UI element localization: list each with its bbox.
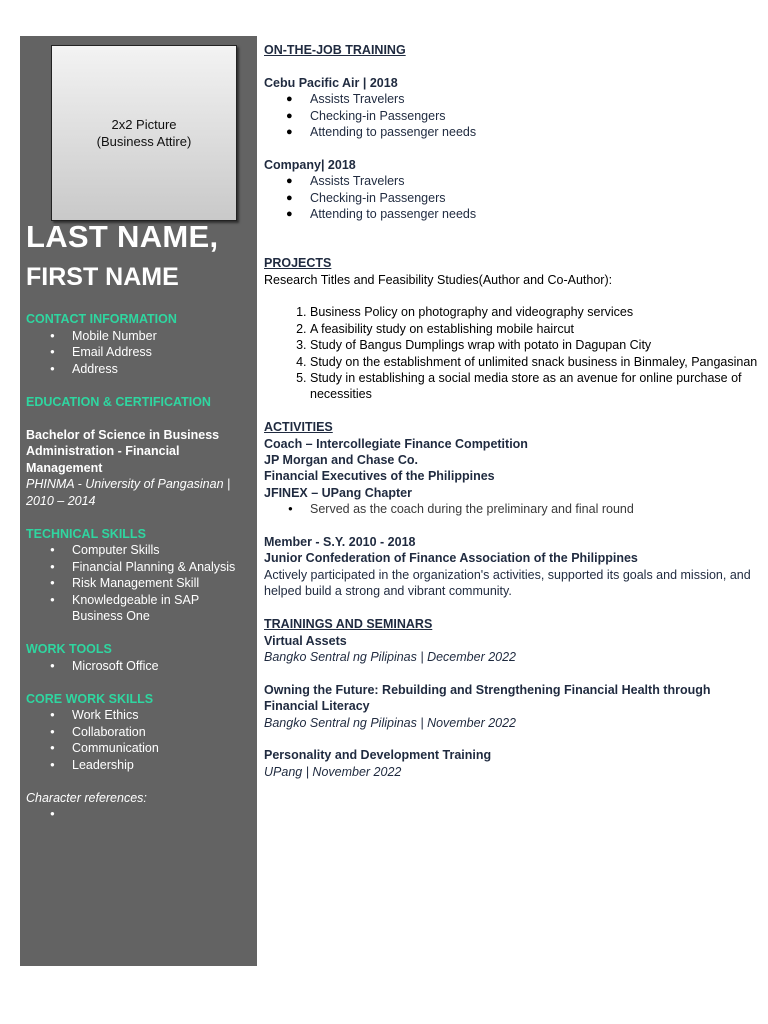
contact-list xyxy=(26,328,252,378)
activity-bullet: ● Served as the coach during the preliminary and final round xyxy=(310,501,764,517)
contact-heading: CONTACT INFORMATION xyxy=(26,312,177,326)
ojt-item: ● Checking-in Passengers xyxy=(310,190,764,206)
activity-org: Junior Confederation of Finance Association of the Philippines xyxy=(264,551,638,566)
ojt-entry-title: Company| 2018 xyxy=(264,157,356,172)
ojt-item: ● Attending to passenger needs xyxy=(310,124,764,140)
tools-heading: WORK TOOLS xyxy=(26,642,112,656)
training-title: Owning the Future: Rebuilding and Strengthening Financial Health through Financial Literacy xyxy=(264,682,711,714)
ojt-item: ● Checking-in Passengers xyxy=(310,108,764,124)
core-heading: CORE WORK SKILLS xyxy=(26,691,154,706)
core-list xyxy=(26,707,252,773)
references-item xyxy=(72,806,252,823)
tools-item: ● Microsoft Office xyxy=(72,658,252,675)
technical-heading: TECHNICAL SKILLS xyxy=(26,526,146,541)
core-item: ● Communication xyxy=(72,740,252,757)
first-name: FIRST NAME xyxy=(26,263,179,291)
technical-item: ● Financial Planning & Analysis xyxy=(72,559,252,576)
project-item: 2. A feasibility study on establishing mobile haircut xyxy=(310,321,764,337)
education-heading: EDUCATION & CERTIFICATION xyxy=(26,394,211,409)
project-item: 3. Study of Bangus Dumplings wrap with potato in Dagupan City xyxy=(310,337,764,353)
training-detail: UPang | November 2022 xyxy=(264,764,402,779)
photo-label-line2: (Business Attire) xyxy=(96,134,192,149)
project-item: 1. Business Policy on photography and videography services xyxy=(310,304,764,320)
training-title: Virtual Assets xyxy=(264,633,347,648)
projects-heading: PROJECTS xyxy=(264,256,332,271)
ojt-item: ● Assists Travelers xyxy=(310,91,764,107)
technical-item: ● Risk Management Skill xyxy=(72,575,252,592)
activities-heading: ACTIVITIES xyxy=(264,420,333,435)
activity-member: Member - S.Y. 2010 - 2018 xyxy=(264,535,416,550)
references-list xyxy=(26,806,252,823)
training-detail: Bangko Sentral ng Pilipinas | December 2022 xyxy=(264,649,517,664)
training-detail: Bangko Sentral ng Pilipinas | November 2022 xyxy=(264,715,517,730)
ojt-item: ● Attending to passenger needs xyxy=(310,206,764,222)
sidebar-content xyxy=(26,311,252,823)
references-label: Character references: xyxy=(26,790,147,805)
activity-line: JP Morgan and Chase Co. xyxy=(264,453,418,468)
projects-list xyxy=(264,304,764,402)
activity-desc: Actively participated in the organization's activities, supported its goals and mission, and helped build a strong and vibrant community. xyxy=(264,567,751,599)
activity-line: JFINEX – UPang Chapter xyxy=(264,485,412,500)
ojt-entry-title: Cebu Pacific Air | 2018 xyxy=(264,75,398,90)
photo-placeholder xyxy=(51,45,237,221)
activity-list xyxy=(264,501,764,517)
trainings-heading: TRAININGS AND SEMINARS xyxy=(264,617,433,632)
project-item: 5. Study in establishing a social media store as an avenue for online purchase of necessities xyxy=(310,370,764,403)
photo-label-line1: 2x2 Picture xyxy=(111,117,177,132)
contact-address: ● Address xyxy=(72,361,252,378)
activity-line: Financial Executives of the Philippines xyxy=(264,469,495,484)
sidebar xyxy=(20,36,257,966)
contact-email: ● Email Address xyxy=(72,344,252,361)
ojt-heading: ON-THE-JOB TRAINING xyxy=(264,43,406,57)
core-item: ● Work Ethics xyxy=(72,707,252,724)
projects-intro: Research Titles and Feasibility Studies(Author and Co-Author): xyxy=(264,272,613,287)
project-item: 4. Study on the establishment of unlimited snack business in Binmaley, Pangasinan xyxy=(310,354,764,370)
last-name: LAST NAME, xyxy=(26,219,219,254)
ojt-entry-list xyxy=(264,91,764,140)
education-degree: Bachelor of Science in Business Administration - Financial Management xyxy=(26,427,220,475)
core-item: ● Leadership xyxy=(72,757,252,774)
technical-item: ● Knowledgeable in SAP Business One xyxy=(72,592,252,625)
training-title: Personality and Development Training xyxy=(264,748,492,763)
education-school: PHINMA - University of Pangasinan | 2010 – 2014 xyxy=(26,477,231,508)
technical-item: ● Computer Skills xyxy=(72,542,252,559)
technical-list xyxy=(26,542,252,625)
ojt-item: ● Assists Travelers xyxy=(310,173,764,189)
contact-mobile: ● Mobile Number xyxy=(72,328,252,345)
activity-line: Coach – Intercollegiate Finance Competition xyxy=(264,436,528,451)
main-content xyxy=(264,42,764,780)
core-item: ● Collaboration xyxy=(72,724,252,741)
ojt-entry-list xyxy=(264,173,764,222)
tools-list xyxy=(26,658,252,675)
